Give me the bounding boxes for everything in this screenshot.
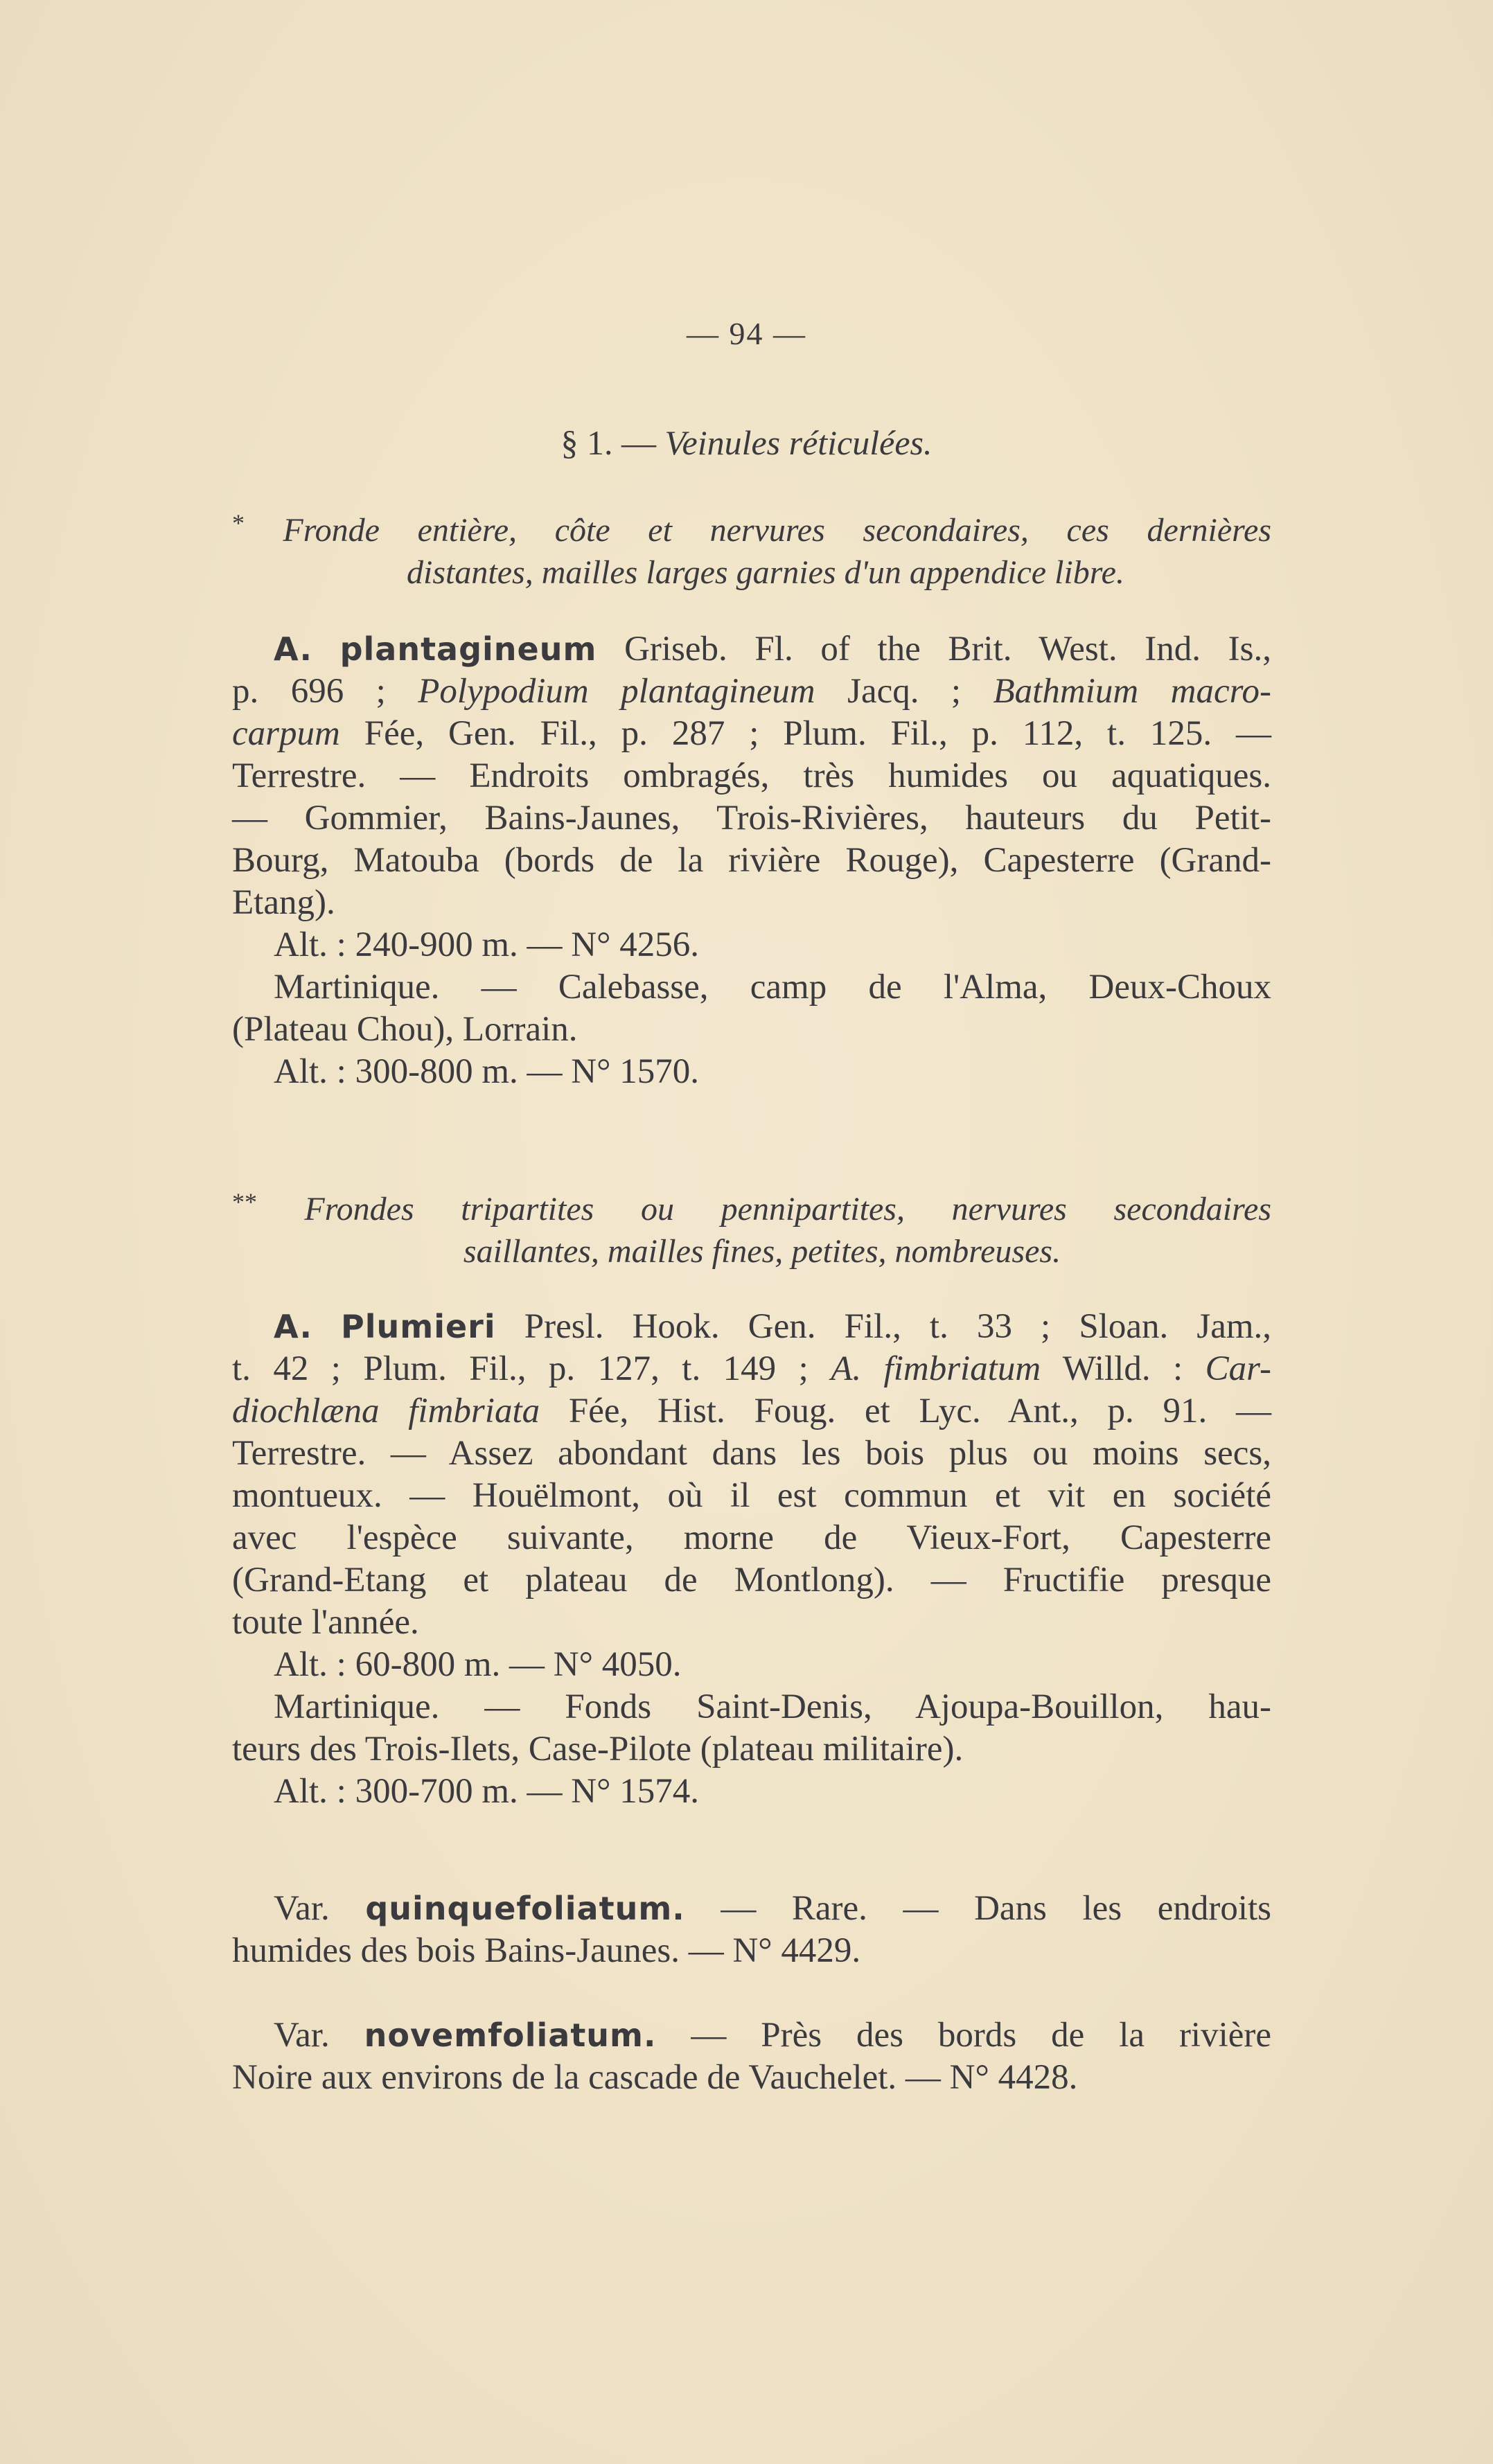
var-2-line-1: Var. novemfoliatum. — Près des bords de la rivière xyxy=(274,2016,1272,2055)
key-group-2 xyxy=(232,1181,1271,1273)
key-2-marker: ** xyxy=(232,1188,257,1216)
species-1-martinique-2: (Plateau Chou), Lorrain. xyxy=(232,1010,578,1049)
section-mark: § 1. — xyxy=(560,423,656,462)
page-number: — 94 — xyxy=(687,316,806,351)
variety-quinquefoliatum xyxy=(232,1888,1271,1972)
species-2-line-1: A. Plumieri Presl. Hook. Gen. Fil., t. 33 ; Sloan. Jam., xyxy=(274,1307,1271,1346)
species-1-alt-2: Alt. : 300-800 m. — N° 1570. xyxy=(274,1052,699,1091)
key-2-line-1: ** Frondes tripartites ou pennipartites, nervures secondaires xyxy=(232,1188,1271,1227)
species-2-alt-2: Alt. : 300-700 m. — N° 1574. xyxy=(274,1772,699,1811)
var-1-line-1: Var. quinquefoliatum. — Rare. — Dans les endroits xyxy=(274,1889,1272,1928)
section-heading xyxy=(0,423,1493,463)
var-2-name: novemfoliatum. xyxy=(364,2017,657,2054)
species-1-line-5: — Gommier, Bains-Jaunes, Trois-Rivières, hauteurs du Petit- xyxy=(232,799,1271,837)
species-2-line-3: diochlæna fimbriata Fée, Hist. Foug. et Lyc. Ant., p. 91. — xyxy=(232,1392,1271,1430)
species-2-line-2: t. 42 ; Plum. Fil., p. 127, t. 149 ; A. fimbriatum Willd. : Car- xyxy=(232,1349,1271,1388)
key-1-line-2: distantes, mailles larges garnies d'un appendice libre. xyxy=(407,554,1124,591)
species-2-martinique-2: teurs des Trois-Ilets, Case-Pilote (plateau militaire). xyxy=(232,1730,964,1769)
key-1-marker: * xyxy=(232,509,245,537)
species-plumieri xyxy=(232,1306,1271,1813)
species-2-line-7: (Grand-Etang et plateau de Montlong). — Fructifie presque xyxy=(232,1561,1271,1599)
species-1-line-1: A. plantagineum Griseb. Fl. of the Brit. West. Ind. Is., xyxy=(274,630,1271,668)
species-2-martinique-1: Martinique. — Fonds Saint-Denis, Ajoupa-Bouillon, hau- xyxy=(274,1687,1271,1726)
species-2-line-5: montueux. — Houëlmont, où il est commun et vit en société xyxy=(232,1476,1271,1515)
species-1-line-4: Terrestre. — Endroits ombragés, très humides ou aquatiques. xyxy=(232,756,1271,795)
key-2-line-2: saillantes, mailles fines, petites, nombreuses. xyxy=(463,1233,1061,1270)
var-1-name: quinquefoliatum. xyxy=(365,1890,685,1927)
species-2-name: Plumieri xyxy=(341,1308,496,1345)
species-1-line-6: Bourg, Matouba (bords de la rivière Rouge), Capesterre (Grand- xyxy=(232,841,1271,880)
species-1-martinique-1: Martinique. — Calebasse, camp de l'Alma, Deux-Choux xyxy=(274,968,1271,1007)
species-2-line-8: toute l'année. xyxy=(232,1603,419,1642)
species-1-name: plantagineum xyxy=(339,630,597,668)
species-plantagineum xyxy=(232,628,1271,1093)
species-2-line-4: Terrestre. — Assez abondant dans les bois plus ou moins secs, xyxy=(232,1434,1271,1473)
variety-novemfoliatum xyxy=(232,2014,1271,2099)
species-1-line-3: carpum Fée, Gen. Fil., p. 287 ; Plum. Fil., p. 112, t. 125. — xyxy=(232,714,1271,753)
section-title: Veinules réticulées. xyxy=(664,423,933,462)
species-2-line-6: avec l'espèce suivante, morne de Vieux-Fort, Capesterre xyxy=(232,1518,1271,1557)
species-1-line-7: Etang). xyxy=(232,883,335,922)
key-group-1 xyxy=(232,502,1271,594)
species-1-line-2: p. 696 ; Polypodium plantagineum Jacq. ; Bathmium macro- xyxy=(232,672,1272,711)
key-1-line-1: * Fronde entière, côte et nervures secondaires, ces dernières xyxy=(232,509,1272,549)
var-1-line-2: humides des bois Bains-Jaunes. — N° 4429. xyxy=(232,1931,861,1970)
species-2-alt-1: Alt. : 60-800 m. — N° 4050. xyxy=(274,1645,682,1684)
var-2-line-2: Noire aux environs de la cascade de Vauchelet. — N° 4428. xyxy=(232,2058,1078,2097)
species-1-alt-1: Alt. : 240-900 m. — N° 4256. xyxy=(274,925,699,964)
